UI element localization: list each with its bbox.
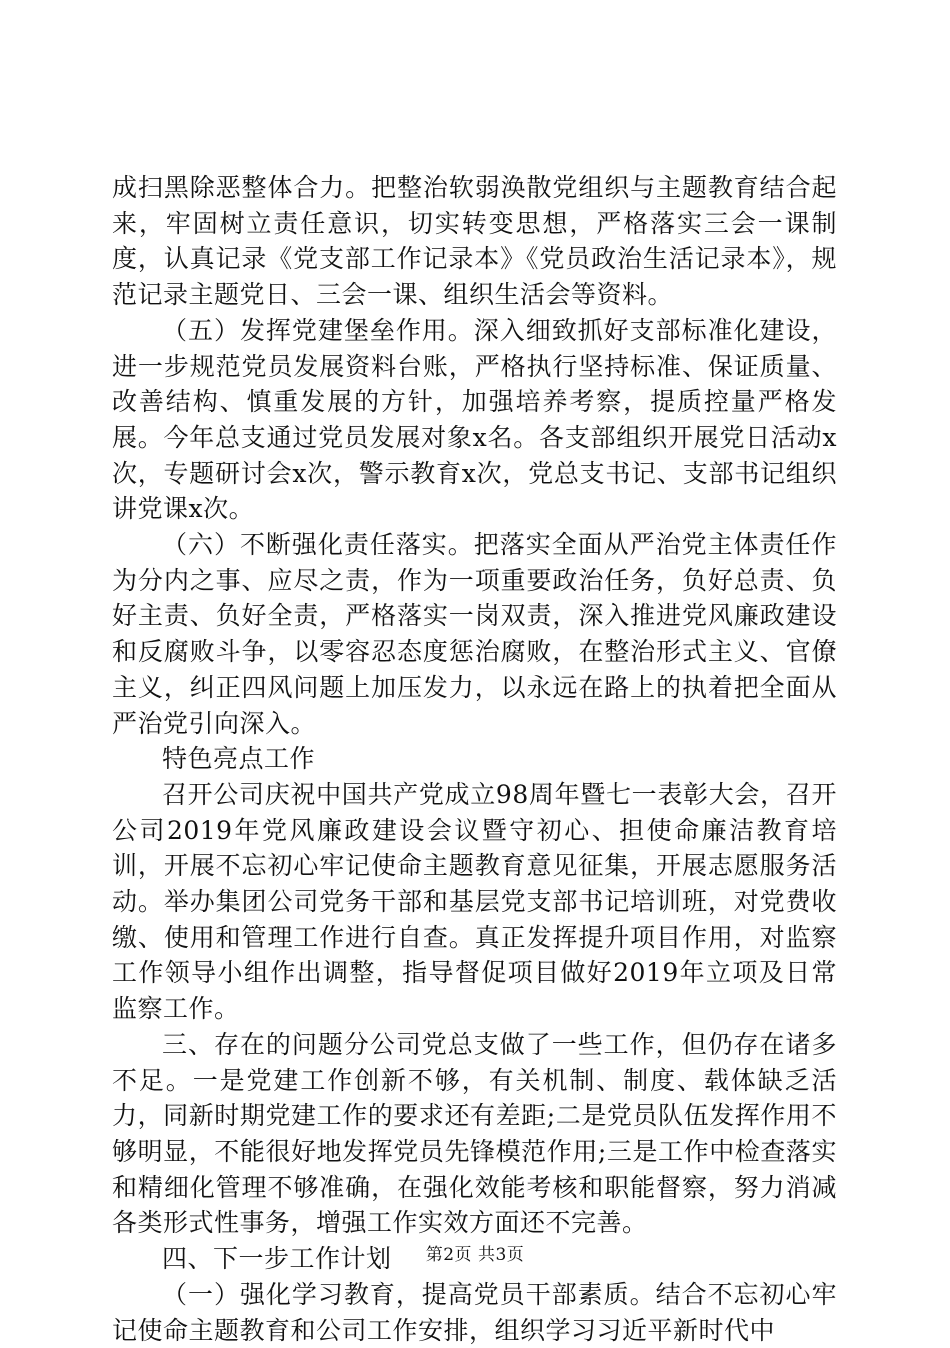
paragraph-plan-1: （一）强化学习教育，提高党员干部素质。结合不忘初心牢记使命主题教育和公司工作安排，组织学习习近平新时代中 xyxy=(112,1279,837,1345)
paragraph-section-6: （六）不断强化责任落实。把落实全面从严治党主体责任作为分内之事、应尽之责，作为一项重要政治任务，负好总责、负好主责、负好全责，严格落实一岗双责，深入推进党风廉政建设和反腐败斗争，以零容忍态度惩治腐败，在整治形式主义、官僚主义，纠正四风问题上加压发力，以永远在路上的执着把全面从严治党引向深入。 xyxy=(112,530,837,738)
paragraph-highlights: 召开公司庆祝中国共产党成立98周年暨七一表彰大会，召开公司2019年党风廉政建设会议暨守初心、担使命廉洁教育培训，开展不忘初心牢记使命主题教育意见征集，开展志愿服务活动。举办集团公司党务干部和基层党支部书记培训班，对党费收缴、使用和管理工作进行自查。真正发挥提升项目作用，对监察工作领导小组作出调整，指导督促项目做好2019年立项及日常监察工作。 xyxy=(112,779,837,1024)
paragraph-continuation: 成扫黑除恶整体合力。把整治软弱涣散党组织与主题教育结合起来，牢固树立责任意识，切实转变思想，严格落实三会一课制度，认真记录《党支部工作记录本》《党员政治生活记录本》，规范记录主题党日、三会一课、组织生活会等资料。 xyxy=(112,173,837,310)
page-number-footer: 第2页 共3页 xyxy=(425,1245,525,1265)
document-body xyxy=(112,170,837,1348)
heading-highlights: 特色亮点工作 xyxy=(162,744,316,774)
paragraph-section-5: （五）发挥党建堡垒作用。深入细致抓好支部标准化建设，进一步规范党员发展资料台账，严格执行坚持标准、保证质量、改善结构、慎重发展的方针，加强培养考察，提质控量严格发展。今年总支通过党员发展对象x名。各支部组织开展党日活动x次，专题研讨会x次，警示教育x次，党总支书记、支部书记组织讲党课x次。 xyxy=(112,315,837,524)
heading-next-plan: 四、下一步工作计划 xyxy=(162,1244,392,1274)
paragraph-problems: 三、存在的问题分公司党总支做了一些工作，但仍存在诸多不足。一是党建工作创新不够，有关机制、制度、载体缺乏活力，同新时期党建工作的要求还有差距;二是党员队伍发挥作用不够明显，不能很好地发挥党员先锋模范作用;三是工作中检查落实和精细化管理不够准确，在强化效能考核和职能督察，努力消减各类形式性事务，增强工作实效方面还不完善。 xyxy=(112,1029,837,1238)
